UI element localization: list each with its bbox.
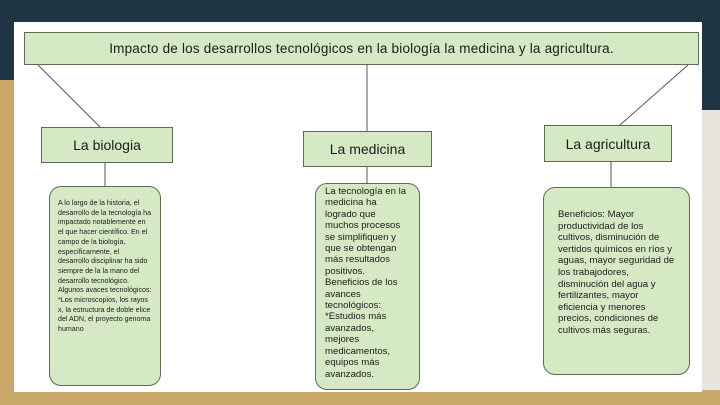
branch-detail-agricultura [543,187,690,375]
connector-title-agricultura [620,65,688,125]
branch-heading-medicina-text: La medicina [329,141,406,157]
branch-heading-agricultura [544,125,672,162]
branch-detail-biologia [49,186,161,386]
connector-title-biologia [38,65,100,127]
branch-detail-medicina-text: La tecnología en la medicina ha logrado que muchos procesos se simplifiquen y que se obtengan más resultados positivos. Beneficios de los avances tecnológicos: *Estudios más avanzados, mejores medicamentos, equipos más avanzados. [325,186,407,380]
branch-detail-biologia-text: A lo largo de la historia, el desarrollo de la tecnología ha impactado notablemente en el que hacer científico. En el campo de la biología, específicamente, el desarrollo disciplinar ha sido siempre de la la mano del desarrollo tecnológico. Algunos avaces tecnológicos: *Los microscopios, los rayos x, la estructura de doble elice del ADN, el proyecto genoma humano [58,199,152,334]
diagram-title-text: Impacto de los desarrollos tecnológicos en la biología la medicina y la agricultura. [109,41,614,56]
branch-detail-agricultura-text: Beneficios: Mayor productividad de los cultivos, disminución de vertidos químicos en ríos y aguas, mayor seguridad de los trabajodores, disminución del agua y fertilizantes, mayor eficiencia y menores precios, condiciones de cultivos más seguras. [558,209,675,336]
diagram-title [24,32,699,65]
branch-heading-agricultura-text: La agricultura [565,135,651,152]
branch-heading-biologia [41,127,173,163]
branch-heading-biologia-text: La biologia [73,137,141,153]
branch-detail-medicina [315,183,420,390]
branch-heading-medicina [303,131,432,167]
